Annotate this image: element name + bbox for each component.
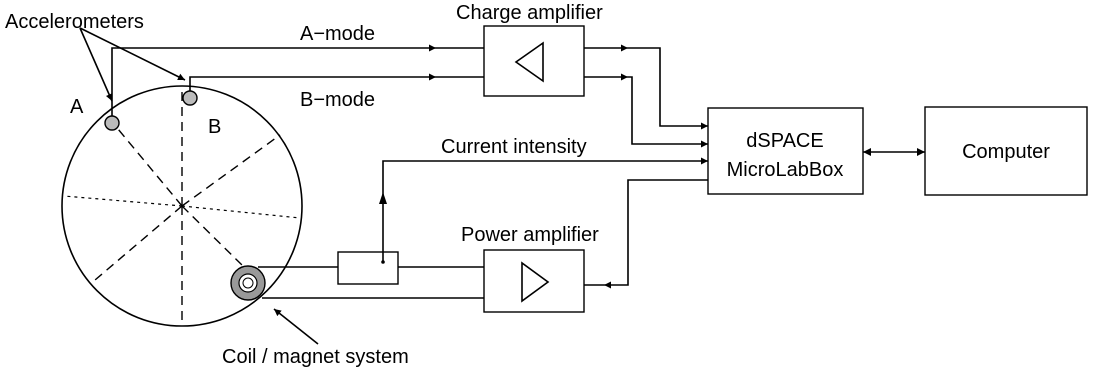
sensor-b-label: B <box>208 116 222 138</box>
computer-label: Computer <box>962 141 1050 163</box>
charge-amp-out-1 <box>628 48 708 126</box>
coil-magnet-icon <box>231 266 265 300</box>
current-sensor-box <box>338 252 398 284</box>
power-amplifier-box <box>484 250 584 312</box>
coil-callout-line <box>274 309 318 344</box>
a-mode-line <box>112 48 436 116</box>
a-mode-label: A−mode <box>300 23 376 45</box>
current-intensity-label: Current intensity <box>441 136 587 158</box>
callout-line-b <box>80 28 185 80</box>
accelerometer-a <box>105 116 119 130</box>
charge-amplifier-label: Charge amplifier <box>456 2 603 24</box>
sensor-a-label: A <box>70 96 84 118</box>
callout-line-a <box>80 28 112 101</box>
charge-amp-out-2 <box>628 77 708 144</box>
accelerometer-b <box>183 91 197 105</box>
microlabbox-label: MicroLabBox <box>726 159 844 181</box>
charge-amplifier-box <box>484 26 584 96</box>
circular-plate <box>62 86 302 326</box>
dspace-label: dSPACE <box>746 130 824 152</box>
coil-magnet-label: Coil / magnet system <box>222 346 409 368</box>
current-intensity-line <box>383 161 708 196</box>
b-mode-label: B−mode <box>300 89 376 111</box>
accelerometers-label: Accelerometers <box>5 11 144 33</box>
dspace-to-power-amp-line <box>604 180 708 285</box>
power-amplifier-label: Power amplifier <box>461 224 599 246</box>
